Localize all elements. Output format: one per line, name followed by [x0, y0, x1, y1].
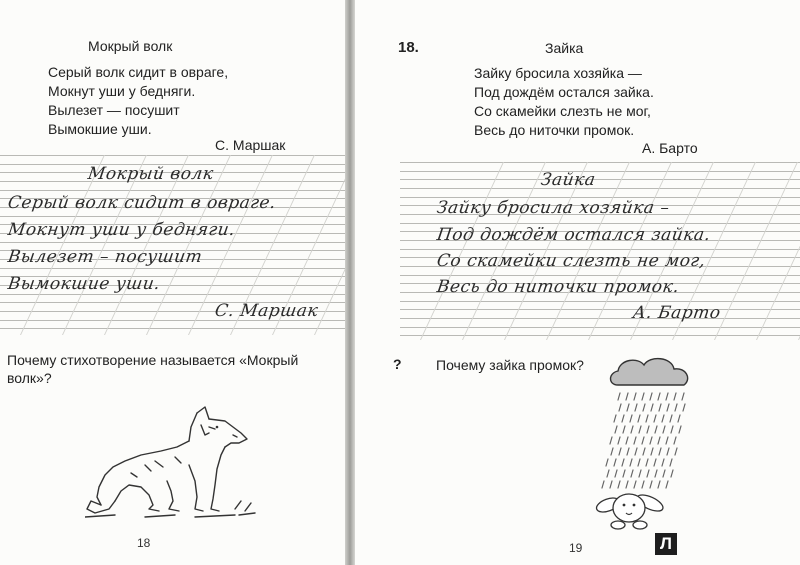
handwritten-line: Зайку бросила хозяйка –: [435, 198, 671, 218]
rain-drop: [626, 481, 628, 488]
poem-text: [474, 64, 654, 140]
book-gutter: [345, 0, 355, 565]
rain-drop: [618, 393, 620, 400]
rain-drop: [639, 470, 641, 477]
rain-drop: [631, 426, 633, 433]
rain-drop: [658, 393, 660, 400]
ruling-line: [400, 335, 800, 336]
rain-drop: [683, 404, 685, 411]
rain-drop: [615, 470, 617, 477]
ruling-line: [0, 216, 345, 217]
rain-drop: [607, 470, 609, 477]
rain-drop: [650, 437, 652, 444]
handwritten-line: Под дождём остался зайка.: [435, 225, 712, 245]
poem-line: Серый волк сидит в овраге,: [48, 64, 229, 80]
rain-drop: [610, 481, 612, 488]
rain-drop: [626, 393, 628, 400]
rain-drop: [678, 415, 680, 422]
poem-title: Мокрый волк: [88, 38, 173, 54]
rain-drop: [647, 470, 649, 477]
rain-drop: [614, 415, 616, 422]
rain-drop: [650, 481, 652, 488]
poem-text: [48, 63, 228, 139]
handwritten-title: Мокрый волк: [86, 164, 215, 184]
handwritten-author: С. Маршак: [213, 301, 320, 321]
handwritten-title: Зайка: [539, 170, 597, 190]
rain-drop: [651, 448, 653, 455]
rain-drop: [623, 426, 625, 433]
left-page: [0, 0, 345, 565]
rain-drop: [642, 437, 644, 444]
handwritten-author: А. Барто: [631, 303, 722, 323]
rain-drop: [670, 415, 672, 422]
rain-drop: [631, 470, 633, 477]
handwritten-line: Мокнут уши у бедняги.: [6, 220, 237, 240]
rain-drop: [675, 448, 677, 455]
rain-drop: [671, 426, 673, 433]
exercise-number: 18.: [398, 39, 419, 56]
rain-drop: [659, 448, 661, 455]
rain-drop: [638, 459, 640, 466]
poem-title: Зайка: [545, 40, 584, 56]
poem-line: Под дождём остался зайка.: [474, 84, 654, 100]
handwritten-line: Вымокшие уши.: [6, 274, 162, 294]
ruling-line: [0, 190, 345, 191]
rain-drop: [655, 426, 657, 433]
rain-drop: [622, 415, 624, 422]
rain-drop: [627, 404, 629, 411]
handwritten-line: Вылезет – посушит: [6, 247, 204, 267]
rain-drop: [630, 415, 632, 422]
rain-drop: [643, 448, 645, 455]
question-line: Почему стихотворение называется «Мокрый: [7, 352, 299, 368]
rain-drop: [671, 470, 673, 477]
ruling-line: [400, 327, 800, 328]
ruling-line: [400, 301, 800, 302]
rain-drop: [615, 426, 617, 433]
rain-drop: [623, 470, 625, 477]
right-page: [355, 0, 800, 565]
poem-line: Зайку бросила хозяйка —: [474, 65, 642, 81]
rain-drop: [658, 481, 660, 488]
rain-drop: [602, 481, 604, 488]
ruling-line: [400, 179, 800, 180]
poem-line: Вымокшие уши.: [48, 121, 152, 137]
ruling-line: [0, 155, 345, 156]
rain-drop: [635, 404, 637, 411]
rain-drop: [622, 459, 624, 466]
ruling-line: [0, 328, 345, 329]
rain-drop: [634, 481, 636, 488]
rain-drop: [611, 448, 613, 455]
rain-drop: [634, 393, 636, 400]
rain-drop: [614, 459, 616, 466]
publisher-logo: Л: [655, 533, 677, 555]
rain-drop: [610, 437, 612, 444]
rain-drop: [651, 404, 653, 411]
rain-drop: [638, 415, 640, 422]
handwritten-line: Весь до ниточки промок.: [435, 277, 681, 297]
rain-drop: [630, 459, 632, 466]
rain-drop: [662, 459, 664, 466]
poem-line: Со скамейки слезть не мог,: [474, 103, 651, 119]
rain-drop: [674, 437, 676, 444]
rain-drop: [650, 393, 652, 400]
poem-line: Мокнут уши у бедняги.: [48, 83, 196, 99]
rain-drop: [627, 448, 629, 455]
wolf-illustration: [85, 405, 265, 520]
question-line: волк»?: [7, 370, 52, 386]
poem-author: А. Барто: [642, 140, 698, 156]
ruling-line: [400, 309, 800, 310]
rain-drop: [619, 448, 621, 455]
ruling-line: [0, 294, 345, 295]
rain-drop: [655, 470, 657, 477]
rain-drop: [663, 426, 665, 433]
question-mark: ?: [393, 356, 402, 372]
rain-drop: [666, 481, 668, 488]
ruling-line: [0, 242, 345, 243]
handwritten-line: Со скамейки слезть не мог,: [435, 251, 707, 271]
poem-author: С. Маршак: [215, 137, 286, 153]
rain-drop: [662, 415, 664, 422]
rain-drop: [666, 393, 668, 400]
ruling-line: [400, 188, 800, 189]
handwritten-line: Серый волк сидит в овраге.: [6, 193, 278, 213]
rain-drop: [670, 459, 672, 466]
rain-drop: [659, 404, 661, 411]
page-number: 19: [569, 541, 583, 555]
rain-drop: [667, 404, 669, 411]
rain-drop: [674, 393, 676, 400]
rain-drop: [642, 481, 644, 488]
rain-drop: [654, 459, 656, 466]
ruling-line: [400, 162, 800, 163]
rain-drop: [667, 448, 669, 455]
question-text: [7, 351, 298, 387]
rain-drop: [639, 426, 641, 433]
poem-line: Весь до ниточки промок.: [474, 122, 635, 138]
rain-drop: [666, 437, 668, 444]
rain-drop: [679, 426, 681, 433]
rain-drop: [634, 437, 636, 444]
rain-drop: [654, 415, 656, 422]
page-number: 18: [137, 536, 151, 550]
rain-drop: [635, 448, 637, 455]
rain-drop: [606, 459, 608, 466]
rain-drop: [643, 404, 645, 411]
rain-drop: [642, 393, 644, 400]
rain-drop: [682, 393, 684, 400]
ruling-line: [400, 318, 800, 319]
rain-drop: [658, 437, 660, 444]
rain-drop: [646, 459, 648, 466]
rain-drop: [618, 437, 620, 444]
poem-line: Вылезет — посушит: [48, 102, 180, 118]
question-text: Почему зайка промок?: [436, 357, 584, 373]
rain-drop: [647, 426, 649, 433]
rain-drop: [675, 404, 677, 411]
rain-drop: [618, 481, 620, 488]
slant-line: [314, 155, 345, 335]
rain-drop: [626, 437, 628, 444]
rain-drop: [619, 404, 621, 411]
ruling-line: [400, 171, 800, 172]
rain-cloud-bunny-illustration: [580, 355, 730, 535]
rain-drop: [646, 415, 648, 422]
rain-drop: [663, 470, 665, 477]
